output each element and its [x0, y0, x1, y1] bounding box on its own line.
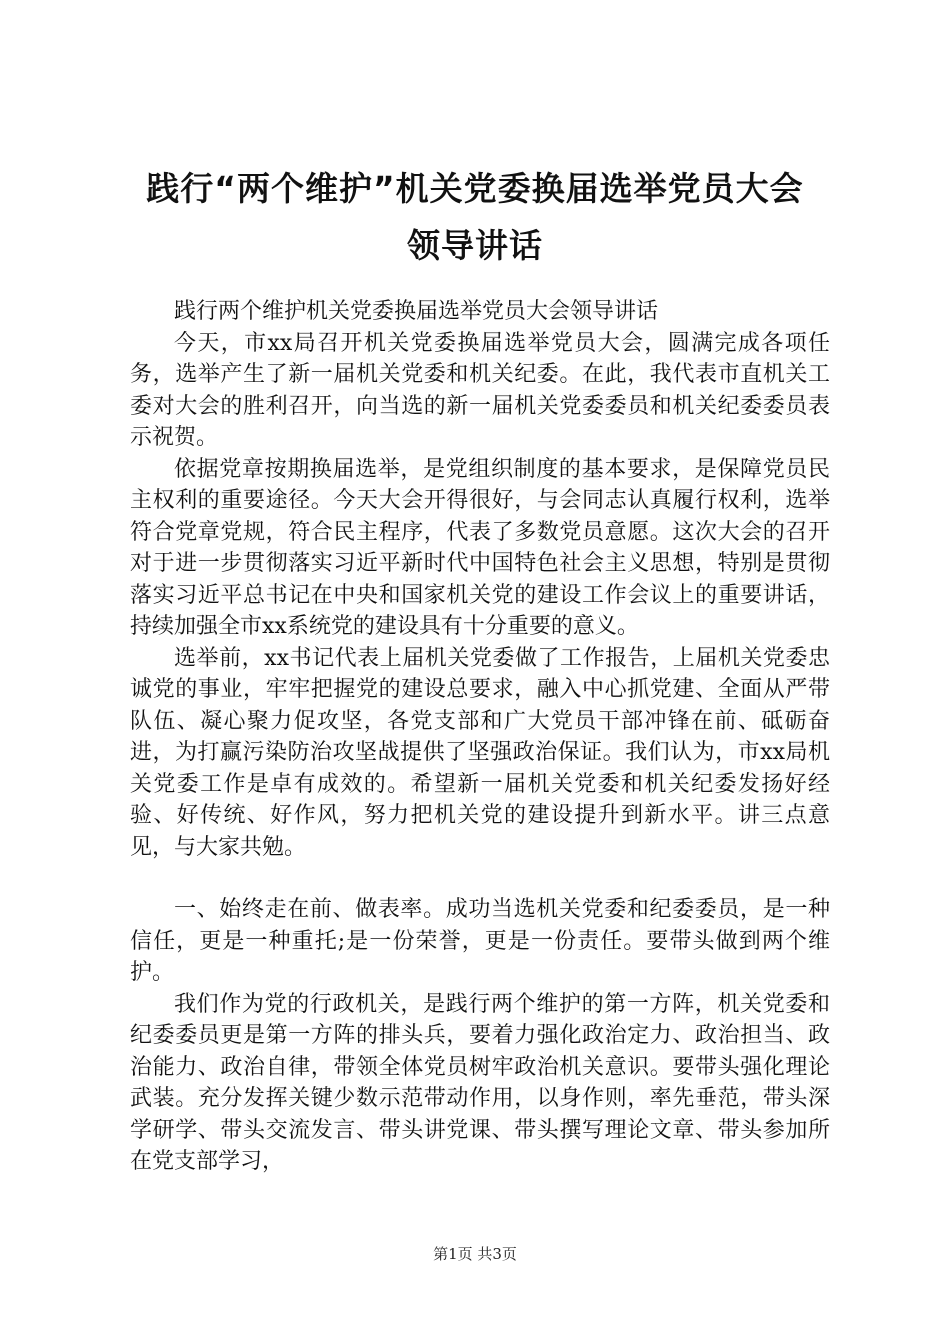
paragraph: 一、始终走在前、做表率。成功当选机关党委和纪委委员，是一种信任，更是一种重托;是一份荣誉，更是一份责任。要带头做到两个维护。 — [130, 897, 830, 985]
document-body — [130, 296, 830, 1178]
paragraph: 今天，市xx局召开机关党委换届选举党员大会，圆满完成各项任务，选举产生了新一届机关党委和机关纪委。在此，我代表市直机关工委对大会的胜利召开，向当选的新一届机关党委委员和机关纪委委员表示祝贺。 — [130, 330, 830, 450]
paragraph: 我们作为党的行政机关，是践行两个维护的第一方阵，机关党委和纪委委员更是第一方阵的排头兵，要着力强化政治定力、政治担当、政治能力、政治自律，带领全体党员树牢政治机关意识。要带头强化理论武装。充分发挥关键少数示范带动作用，以身作则，率先垂范，带头深学研学、带头交流发言、带头讲党课、带头撰写理论文章、带头参加所在党支部学习， — [130, 991, 830, 1174]
paragraph-gap — [130, 863, 830, 894]
page-footer: 第1页 共3页 — [433, 1245, 517, 1263]
paragraph: 选举前，xx书记代表上届机关党委做了工作报告，上届机关党委忠诚党的事业，牢牢把握党的建设总要求，融入中心抓党建、全面从严带队伍、凝心聚力促攻坚，各党支部和广大党员干部冲锋在前、砥砺奋进，为打赢污染防治攻坚战提供了坚强政治保证。我们认为，市xx局机关党委工作是卓有成效的。希望新一届机关党委和机关纪委发扬好经验、好传统、好作风，努力把机关党的建设提升到新水平。讲三点意见，与大家共勉。 — [130, 645, 830, 860]
document-title-line-2: 领导讲话 — [407, 226, 543, 265]
paragraph-subtitle: 践行两个维护机关党委换届选举党员大会领导讲话 — [174, 299, 659, 324]
paragraph: 依据党章按期换届选举，是党组织制度的基本要求，是保障党员民主权利的重要途径。今天大会开得很好，与会同志认真履行权利，选举符合党章党规，符合民主程序，代表了多数党员意愿。这次大会的召开对于进一步贯彻落实习近平新时代中国特色社会主义思想，特别是贯彻落实习近平总书记在中央和国家机关党的建设工作会议上的重要讲话，持续加强全市xx系统党的建设具有十分重要的意义。 — [130, 456, 830, 639]
document-title-line-1: 践行“两个维护”机关党委换届选举党员大会 — [146, 169, 804, 208]
